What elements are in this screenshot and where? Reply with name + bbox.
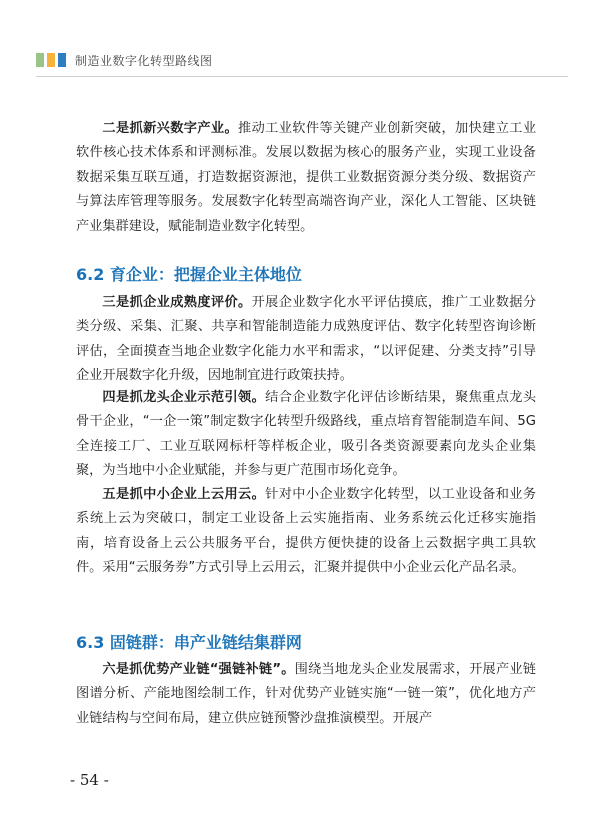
paragraph xyxy=(76,291,536,389)
header-bar-blue xyxy=(58,53,66,67)
header-title: 制造业数字化转型路线图 xyxy=(75,53,213,68)
paragraph xyxy=(76,658,536,731)
page-number: - 54 - xyxy=(70,771,109,789)
paragraph-body: 结合企业数字化评估诊断结果，聚焦重点龙头骨干企业，“一企一策”制定数字化转型升级路线，重点培育智能制造车间、5G全连接工厂、工业互联网标杆等样板企业，吸引各类资源要素向龙头企业集聚，为当地中小企业赋能，并参与更广范围市场化竞争。 xyxy=(76,390,537,479)
paragraph-body: 推动工业软件等关键产业创新突破，加快建立工业软件核心技术体系和评测标准。发展以数据为核心的服务产业，实现工业设备数据采集互联互通，打造数据资源池，提供工业数据资源分类分级、数据资产与算法库管理等服务。发展数字化转型高端咨询产业，深化人工智能、区块链产业集群建设，赋能制造业数字化转型。 xyxy=(76,121,537,234)
paragraph xyxy=(76,117,536,239)
header-divider xyxy=(36,76,568,77)
paragraph-body: 围绕当地龙头企业发展需求，开展产业链图谱分析、产能地图绘制工作，针对优势产业链实施“一链一策”，优化地方产业链结构与空间布局，建立供应链预警沙盘推演模型。开展产 xyxy=(76,662,536,726)
paragraph-lead: 五是抓中小企业上云用云。 xyxy=(102,487,266,502)
paragraph-body: 针对中小企业数字化转型，以工业设备和业务系统上云为突破口，制定工业设备上云实施指南、业务系统云化迁移实施指南，培育设备上云公共服务平台，提供方便快捷的设备上云数据字典工具软件。采用“云服务券”方式引导上云用云，汇聚并提供中小企业云化产品名录。 xyxy=(76,487,537,576)
running-header xyxy=(36,52,213,68)
paragraph-lead: 二是抓新兴数字产业。 xyxy=(102,121,239,136)
paragraph-lead: 六是抓优势产业链“强链补链”。 xyxy=(102,662,295,677)
section-number: 6.3 xyxy=(76,633,105,652)
header-bar-green xyxy=(36,53,44,67)
section-number: 6.2 xyxy=(76,265,105,284)
header-bar-orange xyxy=(47,53,55,67)
section-title: 育企业：把握企业主体地位 xyxy=(109,265,302,284)
paragraph xyxy=(76,483,536,581)
section-heading xyxy=(76,262,302,285)
paragraph-body: 开展企业数字化水平评估摸底，推广工业数据分类分级、采集、汇聚、共享和智能制造能力成熟度评估、数字化转型咨询诊断评估，全面摸查当地企业数字化能力水平和需求，“以评促建、分类支持”引导企业开展数字化升级，因地制宜进行政策扶持。 xyxy=(76,295,537,384)
paragraph xyxy=(76,386,536,484)
section-title: 固链群：串产业链结集群网 xyxy=(109,633,302,652)
paragraph-lead: 三是抓企业成熟度评价。 xyxy=(102,295,252,310)
section-heading xyxy=(76,630,302,653)
paragraph-lead: 四是抓龙头企业示范引领。 xyxy=(102,390,266,405)
